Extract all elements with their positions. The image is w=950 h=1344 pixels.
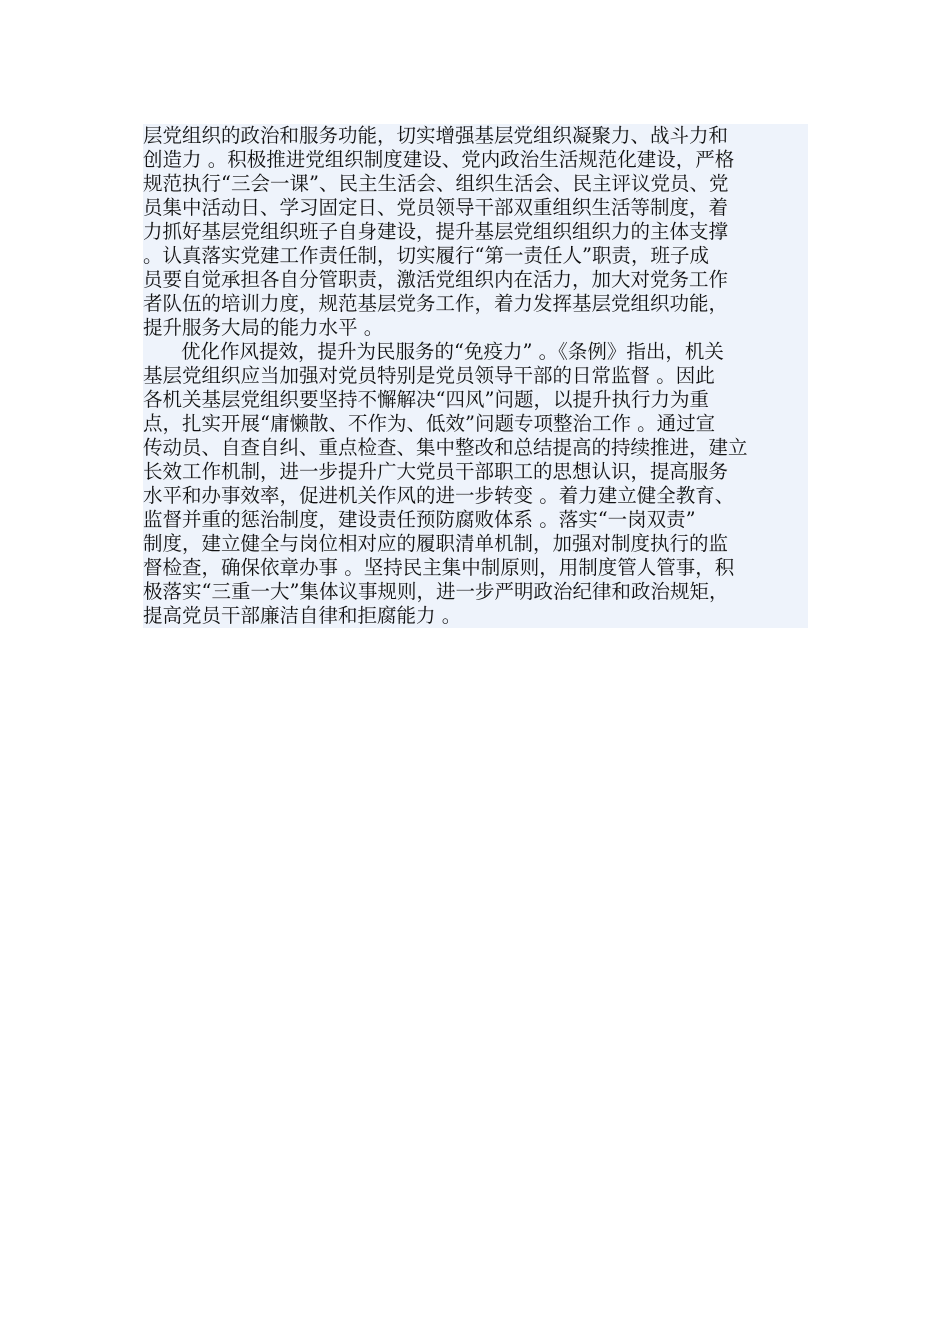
text-line: 创造力 。积极推进党组织制度建设、党内政治生活规范化建设，严格 [143,148,808,172]
text-line: 提升服务大局的能力水平 。 [143,316,808,340]
text-line: 提高党员干部廉洁自律和拒腐能力 。 [143,604,808,628]
text-line: 监督并重的惩治制度，建设责任预防腐败体系 。落实“一岗双责” [143,508,808,532]
text-line: 制度，建立健全与岗位相对应的履职清单机制，加强对制度执行的监 [143,532,808,556]
text-line: 传动员、自查自纠、重点检查、集中整改和总结提高的持续推进，建立 [143,436,808,460]
text-line: 规范执行“三会一课”、民主生活会、组织生活会、民主评议党员、党 [143,172,808,196]
text-line: 员集中活动日、学习固定日、党员领导干部双重组织生活等制度，着 [143,196,808,220]
text-line: 点，扎实开展“庸懒散、不作为、低效”问题专项整治工作 。通过宣 [143,412,808,436]
text-line: 力抓好基层党组织班子自身建设，提升基层党组织组织力的主体支撑 [143,220,808,244]
text-line: 。认真落实党建工作责任制，切实履行“第一责任人”职责，班子成 [143,244,808,268]
text-line: 基层党组织应当加强对党员特别是党员领导干部的日常监督 。因此 [143,364,808,388]
text-line: 层党组织的政治和服务功能，切实增强基层党组织凝聚力、战斗力和 [143,124,808,148]
text-line: 极落实“三重一大”集体议事规则，进一步严明政治纪律和政治规矩， [143,580,808,604]
paragraph-first-line: 优化作风提效，提升为民服务的“免疫力” 。《条例》指出，机关 [143,340,808,364]
text-line: 各机关基层党组织要坚持不懈解决“四风”问题，以提升执行力为重 [143,388,808,412]
text-line: 督检查，确保依章办事 。坚持民主集中制原则，用制度管人管事，积 [143,556,808,580]
text-line: 长效工作机制，进一步提升广大党员干部职工的思想认识，提高服务 [143,460,808,484]
text-line: 员要自觉承担各自分管职责，激活党组织内在活力，加大对党务工作 [143,268,808,292]
text-line: 者队伍的培训力度，规范基层党务工作，着力发挥基层党组织功能， [143,292,808,316]
body-text [143,124,808,628]
text-line: 水平和办事效率，促进机关作风的进一步转变 。着力建立健全教育、 [143,484,808,508]
